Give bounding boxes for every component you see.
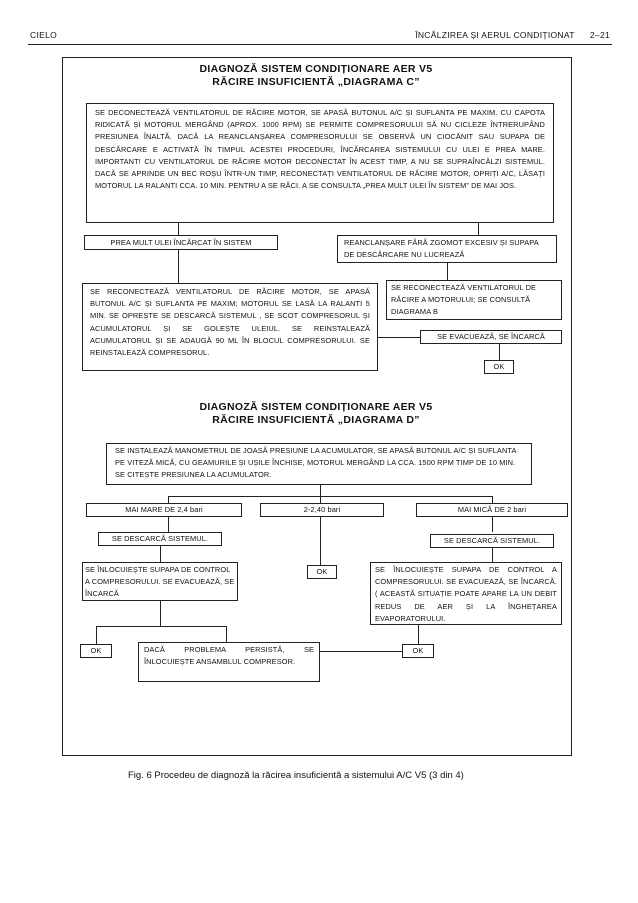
connector: [418, 625, 419, 644]
connector: [226, 626, 227, 642]
diagram-d-title-line2: RĂCIRE INSUFICIENTĂ „DIAGRAMA D”: [212, 414, 420, 426]
diagram-d-ok-mid-box: OK: [307, 565, 337, 579]
discharge-system-right-box: SE DESCARCĂ SISTEMUL.: [430, 534, 554, 548]
connector: [320, 651, 402, 652]
connector: [168, 496, 169, 503]
pressure-range-box: 2-2,40 bari: [260, 503, 384, 517]
connector: [478, 223, 479, 235]
connector: [320, 485, 321, 496]
reconnect-fan-diagram-b-box: SE RECONECTEAZĂ VENTILATORUL DE RĂCIRE A MOTORULUI; SE CONSULTĂ DIAGRAMA B: [386, 280, 562, 320]
connector: [96, 626, 226, 627]
connector: [492, 496, 493, 503]
diagram-c-title-line1: DIAGNOZĂ SISTEM CONDIȚIONARE AER V5: [199, 63, 433, 75]
connector: [492, 548, 493, 562]
connector: [178, 223, 179, 235]
no-noise-box: REANCLANȘARE FĂRĂ ZGOMOT EXCESIV ȘI SUPAPA DE DESCĂRCARE NU LUCREAZĂ: [337, 235, 557, 263]
diagram-c-title-line2: RĂCIRE INSUFICIENTĂ „DIAGRAMA C”: [212, 76, 420, 88]
connector: [447, 263, 448, 280]
pressure-more-box: MAI MARE DE 2,4 bari: [86, 503, 242, 517]
diagram-d-intro-box: SE INSTALEAZĂ MANOMETRUL DE JOASĂ PRESIUNE LA ACUMULATOR, SE APASĂ BUTONUL A/C ȘI SUFLANTA PE VITEZĂ MICĂ, CU GEAMURILE ȘI UȘILE ÎNCHISE, MOTORUL MERGÂND LA CCA. 1500 RPM TIMP DE 10 MIN. SE CITEȘTE PRESIUNEA LA ACUMULATOR.: [106, 443, 532, 485]
connector: [378, 337, 420, 338]
connector: [160, 546, 161, 562]
header-page-number: 2–21: [589, 30, 610, 40]
replace-valve-left-box: SE ÎNLOCUIEȘTE SUPAPA DE CONTROL A COMPRESORULUI. SE EVACUEAZĂ, SE ÎNCARCĂ: [82, 562, 238, 601]
discharge-system-left-box: SE DESCARCĂ SISTEMUL.: [98, 532, 222, 546]
figure-caption: Fig. 6 Procedeu de diagnoză la răcirea insuficientă a sistemului A/C V5 (3 din 4): [128, 770, 464, 781]
connector: [168, 517, 169, 532]
diagram-c-ok-box: OK: [484, 360, 514, 374]
diagram-c-intro-box: SE DECONECTEAZĂ VENTILATORUL DE RĂCIRE MOTOR, SE APASĂ BUTONUL A/C ȘI SUFLANTA PE MAXIM. CU CAPOTA RIDICATĂ ȘI MOTORUL MERGÂND (APROX. 1000 RPM) SE PERMITE COMPRESORULUI SĂ NU CICLEZE ÎNTRERUPÂND PRESIUNEA ÎNALTĂ. DACĂ LA REANCLANȘAREA COMPRESORULUI SE OBSERVĂ UN CIOCĂNIT SAU SUPAPA DE DESCĂRCARE E ACTIVATĂ ÎN TIMPUL ACESTEI PROCEDURI, ÎNCĂRCAREA SISTEMULUI CU ULEI E PREA MARE. IMPORTANT! CU VENTILATORUL DE RĂCIRE MOTOR DECONECTAT ÎN ACEST TIMP, A NU SE SUPRAÎNCĂLZI SISTEMUL. DACĂ SE APRINDE UN BEC ROȘU ÎNTR-UN TIMP, RECONECTAȚI VENTILATORUL DE RĂCIRE MOTOR, OPRIȚI A/C, LĂSAȚI MOTORUL LA RALANTI CCA. 10 MIN. PENTRU A SE RĂCI. A SE CONSULTA „PREA MULT ULEI ÎN SISTEM” DE MAI JOS.: [86, 103, 554, 223]
header-right: [415, 30, 610, 40]
diagram-d-title: [62, 401, 570, 427]
header-left: CIELO: [30, 30, 58, 40]
connector: [160, 601, 161, 626]
header-section-title: ÎNCĂLZIREA ȘI AERUL CONDIȚIONAT: [415, 30, 575, 40]
pressure-less-box: MAI MICĂ DE 2 bari: [416, 503, 568, 517]
diagram-d-title-line1: DIAGNOZĂ SISTEM CONDIȚIONARE AER V5: [199, 401, 433, 413]
too-much-oil-box: PREA MULT ULEI ÎNCĂRCAT ÎN SISTEM: [84, 235, 278, 250]
connector: [320, 496, 321, 503]
header-rule: [28, 44, 612, 45]
connector: [492, 517, 493, 532]
connector: [320, 517, 321, 565]
diagram-d-ok-left-box: OK: [80, 644, 112, 658]
diagram-d-ok-right-box: OK: [402, 644, 434, 658]
connector: [168, 496, 492, 497]
diagram-c-title: [62, 63, 570, 89]
connector: [178, 250, 179, 283]
evacuate-charge-box: SE EVACUEAZĂ, SE ÎNCARCĂ: [420, 330, 562, 344]
reconnect-fan-long-box: SE RECONECTEAZĂ VENTILATORUL DE RĂCIRE MOTOR, SE APASĂ BUTONUL A/C ȘI SUFLANTA PE MAXIM; MOTORUL SE LASĂ LA RALANTI 5 MIN. SE OPREȘTE SE DESCARCĂ SISTEMUL , SE SCOT COMPRESORUL ȘI ACUMULATORUL ȘI SE GOLEȘTE ULEIUL. SE REINSTALEAZĂ ACUMULATORUL ȘI SE ADAUGĂ 90 ML ÎN BLOCUL COMPRESORULUI. SE REINSTALEAZĂ COMPRESORUL.: [82, 283, 378, 371]
connector: [96, 626, 97, 644]
replace-valve-right-box: SE ÎNLOCUIEȘTE SUPAPA DE CONTROL A COMPRESORULUI. SE EVACUEAZĂ, SE ÎNCARCĂ. ( ACEASTĂ SITUAȚIE POATE APARE LA UN DEBIT REDUS DE AER ȘI LA ÎNGHEȚAREA EVAPORATORULUI.: [370, 562, 562, 625]
problem-persists-box: DACĂ PROBLEMA PERSISTĂ, SE ÎNLOCUIEȘTE ANSAMBLUL COMPRESOR.: [138, 642, 320, 682]
connector: [499, 344, 500, 360]
